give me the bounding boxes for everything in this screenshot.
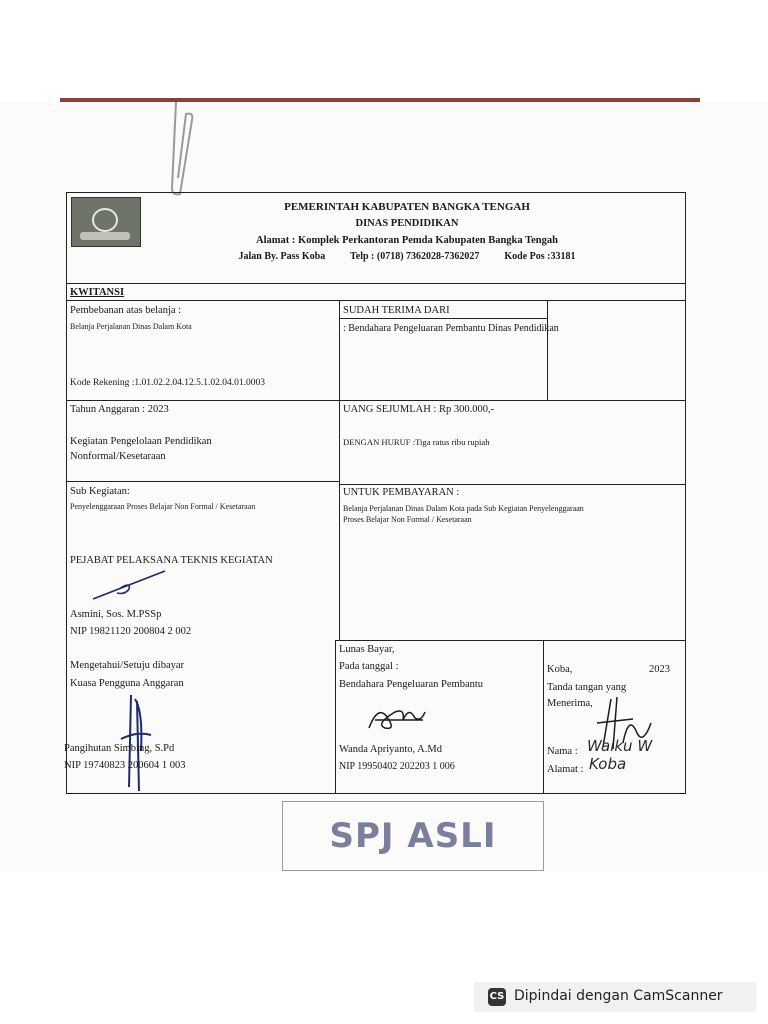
kpa-label: Kuasa Pengguna Anggaran — [70, 678, 184, 689]
row3-divider-right — [335, 640, 685, 641]
untuk-pembayaran-label: UNTUK PEMBAYARAN : — [343, 487, 460, 498]
ttd-line1: Tanda tangan yang — [547, 682, 627, 693]
recipient-divider — [547, 300, 548, 400]
kegiatan-line2: Nonformal/Kesetaraan — [70, 451, 166, 462]
camscanner-badge — [474, 982, 756, 1012]
place-year: 2023 — [649, 664, 670, 675]
pptk-name: Asmini, Sos. M.PSSp — [70, 609, 162, 620]
tahun-anggaran: Tahun Anggaran : 2023 — [70, 404, 169, 415]
bendahara-name: Wanda Apriyanto, A.Md — [339, 744, 442, 755]
header-department: DINAS PENDIDIKAN — [355, 218, 459, 229]
untuk-pembayaran-line2: Proses Belajar Non Formal / Kesetaraan — [343, 515, 472, 524]
pptk-signature-icon — [91, 567, 167, 603]
place-koba: Koba, — [547, 664, 573, 675]
header-divider — [67, 283, 685, 284]
recipient-header-line — [339, 318, 547, 319]
alamat-value: Koba — [589, 755, 627, 773]
header-address: Alamat : Komplek Perkantoran Pemda Kabupaten Bangka Tengah — [256, 235, 558, 246]
header-government: PEMERINTAH KABUPATEN BANGKA TENGAH — [284, 201, 530, 213]
kwitansi-document — [66, 192, 686, 794]
bottom-divider-left — [335, 640, 336, 793]
sub-kegiatan-value: Penyelenggaraan Proses Belajar Non Formal / Kesetaraan — [70, 502, 256, 511]
kode-rekening: Kode Rekening :1.01.02.2.04.12.5.1.02.04.01.0003 — [70, 378, 266, 388]
lunas-bayar: Lunas Bayar, — [339, 644, 395, 655]
bendahara-label: Bendahara Pengeluaran Pembantu — [339, 679, 484, 690]
untuk-pembayaran-line1: Belanja Perjalanan Dinas Dalam Kota pada Sub Kegiatan Penyelenggaraan — [343, 504, 584, 513]
document-title: KWITANSI — [70, 287, 125, 298]
paper-clip-icon — [166, 100, 200, 200]
scan-background-top — [0, 0, 768, 100]
dengan-huruf: DENGAN HURUF :Tiga ratus ribu rupiah — [343, 437, 490, 447]
nama-label: Nama : — [547, 746, 578, 757]
regency-logo — [71, 197, 141, 247]
nama-value: Waiku W — [587, 737, 653, 755]
bendahara-signature-icon — [365, 698, 429, 734]
sub-kegiatan-label: Sub Kegiatan: — [70, 486, 130, 497]
pptk-label: PEJABAT PELAKSANA TEKNIS KEGIATAN — [70, 555, 273, 566]
sudah-terima-value: : Bendahara Pengeluaran Pembantu Dinas Pendidikan — [343, 323, 559, 334]
sudah-terima-label: SUDAH TERIMA DARI — [343, 305, 450, 316]
kpa-nip: NIP 19740823 200604 1 003 — [64, 760, 186, 771]
mengetahui-label: Mengetahui/Setuju dibayar — [70, 660, 185, 671]
camscanner-icon: CS — [488, 988, 506, 1006]
alamat-label: Alamat : — [547, 764, 584, 775]
camscanner-label: Dipindai dengan CamScanner — [514, 988, 723, 1004]
pptk-nip: NIP 19821120 200804 2 002 — [70, 626, 192, 637]
kegiatan-line1: Kegiatan Pengelolaan Pendidikan — [70, 436, 212, 447]
ttd-line2: Menerima, — [547, 698, 593, 709]
pembebanan-label: Pembebanan atas belanja : — [70, 305, 182, 316]
row1-divider — [67, 400, 685, 401]
spj-stamp — [282, 801, 544, 871]
header-contact: Jalan By. Pass Koba Telp : (0718) 7362028-7362027 Kode Pos :33181 — [238, 251, 576, 262]
title-divider — [67, 300, 685, 301]
bendahara-nip: NIP 19950402 202203 1 006 — [339, 761, 455, 772]
pada-tanggal: Pada tanggal : — [339, 661, 399, 672]
paper-top-edge — [60, 98, 700, 102]
middle-divider — [339, 300, 340, 640]
stamp-text: SPJ ASLI — [329, 816, 497, 856]
row2-divider-right — [339, 484, 685, 485]
kpa-name: Pangihutan Simbing, S.Pd — [64, 743, 175, 754]
uang-sejumlah: UANG SEJUMLAH : Rp 300.000,- — [343, 404, 495, 415]
bottom-divider-right — [543, 640, 544, 793]
pembebanan-value: Belanja Perjalanan Dinas Dalam Kota — [70, 322, 192, 331]
row2-divider-left — [67, 481, 340, 482]
